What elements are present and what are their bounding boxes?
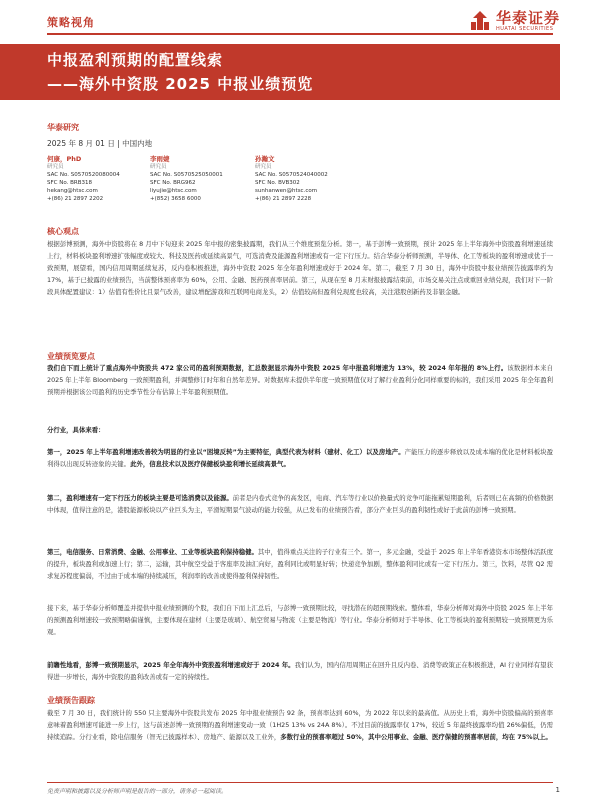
title-banner (0, 44, 560, 100)
author-sac: SAC No. S0570520080004 (47, 172, 120, 178)
third-paragraph (47, 546, 553, 582)
logo-chinese: 华泰证券 (495, 9, 560, 27)
second-rest: 前者是内卷式竞争的高发区，电商、汽车等行业以价换量式的竞争可能拖累短期盈利，后者则已在高频的价格数据中体现，值得注意的是，港股能源板块以产业巨头为主，平滑短期景气波动的能力较强，从已发布的业绩预告看，部分产业巨头的盈利韧性或好于此前的彭博一致预期。 (47, 494, 554, 514)
preview-bold: 我们自下而上统计了重点海外中资股共 472 家公司的盈利预期数据，汇总数据显示海外中资股 2025 年中报盈利增速为 13%，较 2024 年年报的 8%上行。 (47, 364, 508, 372)
next-paragraph: 接下来，基于华泰分析师覆盖并提供中报业绩预测的个股，我们自下而上汇总后，与彭博一致预期比较，寻找潜在的超预期线索。整体看，华泰分析师对海外中资股 2025 年上半年的预测盈利增速较一致预期略偏谨慎，主要体现在建材（主要是玻璃）、航空贸易与物流（主要是物流）等行业。华泰分析师对于半导体、化工等板块的盈利预期较一致预期更为乐观。 (47, 604, 554, 636)
header-bar (0, 0, 600, 44)
author-name: 李雨婕 (150, 155, 170, 163)
report-title: 中报盈利预期的配置线索 (47, 51, 224, 69)
author-email[interactable]: sunhanwen@htsc.com (255, 188, 318, 194)
author-email[interactable]: hekang@htsc.com (47, 188, 98, 194)
first-paragraph (47, 446, 553, 470)
report-subtitle: ——海外中资股 2025 中报业绩预览 (47, 75, 314, 93)
author-sfc: SFC No. BRB318 (47, 180, 92, 186)
preview-rest: 该数据样本来自 2025 年上半年 Bloomberg 一致预期盈利，并调整修订时年和自然年差异。对数据库未提供半年度一致预期值仅对了解行业盈利分化同样重要的标的，我们采用 2025 年全年盈利预期并根据该公司盈利的历史季节性分布估算上半年盈利预期值。 (47, 364, 554, 396)
author-email[interactable]: liyujie@htsc.com (150, 188, 197, 194)
author-name: 孙瀚文 (255, 155, 275, 163)
first-rest: 产能压力的逐步释放以及成本端的优化是材料板块盈利得以出现反转迹象的关键。 (47, 448, 553, 468)
author-sac: SAC No. S0570524040002 (255, 172, 328, 178)
footer-divider (47, 782, 553, 783)
tracking-bold: 多数行业的预喜率超过 50%，其中公用事业、金融、医疗保健的预喜率居前，均在 75%以上。 (280, 733, 552, 741)
author-phone: +(852) 3658 6000 (150, 196, 201, 202)
author-card (150, 155, 223, 203)
author-block (47, 155, 557, 205)
header-divider (47, 33, 553, 35)
dateline: 2025 年 8 月 01 日 | 中国内地 (47, 139, 153, 148)
forward-rest: 我们认为，国内信用周期正在回升且反内卷、消费等政策正在积极推进，AI 行业同样有望获得进一步增长，海外中资股的盈利改善或有一定的持续性。 (47, 661, 553, 681)
author-name: 何康，PhD (47, 155, 82, 163)
split-bold: 分行业，具体来看： (47, 426, 105, 434)
tracking-paragraph (47, 707, 553, 743)
third-bold: 第三，电信服务、日常消费、金融、公用事业、工业等板块盈利保持稳健。 (47, 548, 258, 556)
page-number: 1 (555, 786, 560, 794)
report-date: 2025 年 8 月 01 日 (47, 139, 115, 148)
author-role: 研究员 (47, 164, 64, 170)
research-label: 华泰研究 (47, 123, 79, 132)
author-phone: +(86) 21 2897 2202 (47, 196, 104, 202)
author-role: 研究员 (150, 164, 167, 170)
preview-paragraph (47, 362, 553, 398)
forward-bold: 前瞻性地看，彭博一致预期显示，2025 年全年海外中资股盈利增速或好于 2024 年。 (47, 661, 295, 669)
second-bold: 第二，盈利增速有一定下行压力的板块主要是可选消费以及能源。 (47, 494, 233, 502)
author-role: 研究员 (255, 164, 272, 170)
first-bold: 第一，2025 年上半年盈利增速改善较为明显的行业以“困境反转”为主要特征，典型代表为材料（建材、化工）以及房地产。 (47, 448, 405, 456)
split-intro (47, 424, 553, 436)
logo-icon (469, 10, 491, 32)
section-heading-core: 核心观点 (47, 227, 79, 236)
tracking-text: 截至 7 月 30 日，我们统计的 550 只主要海外中资股共发布 2025 年中报业绩预告 92 条，预喜率达到 60%，为 2022 年以来的最高值。从历史上看，海外中资股偏高的预喜率意味着盈利增速可能进一步上行，这与前述彭博一致预期的盈利增速变动一致（1H25 13% vs 24A 8%）。不过目前的披露率仅 17%，较近 5 年最终披露率均值 26%偏低，仍需持续追踪。分行业看，除电信服务（智无已披露样本）、房地产、能源以及工业外， (47, 709, 553, 741)
section-heading-tracking: 业绩预告跟踪 (47, 696, 95, 705)
author-sfc: SFC No. BVB302 (255, 180, 300, 186)
first-bold2: 此外，信息技术以及医疗保健板块盈利增长延续高景气。 (130, 460, 290, 468)
company-logo (469, 10, 560, 32)
section-heading-preview: 业绩预览要点 (47, 352, 95, 361)
footer-disclaimer: 免责声明和披露以及分析师声明是报告的一部分，请务必一起阅读。 (47, 788, 228, 795)
forward-paragraph (47, 659, 553, 683)
author-card (47, 155, 120, 203)
report-region: 中国内地 (122, 139, 153, 148)
author-sac: SAC No. S0570525050001 (150, 172, 223, 178)
logo-english: HUATAI SECURITIES (495, 26, 554, 32)
author-card (255, 155, 328, 203)
second-paragraph (47, 492, 553, 516)
column-tag: 策略视角 (47, 16, 95, 29)
third-rest: 其中，值得重点关注的子行业有三个。第一，多元金融，受益于 2025 年上半年香港资本市场整体活跃度的提升，板块盈利或加速上行；第二，运输，其中航空受益于客座率及油汇向好，盈利同比或明显好转；快递竞争加剧，整体盈利同比或有一定下行压力。第三，饮料，尽管 Q2 需求复苏程度偏弱，不过由于成本端的持续减压，利润率的改善或使得盈利保持韧性。 (47, 548, 554, 580)
author-sfc: SFC No. BRG962 (150, 180, 196, 186)
author-phone: +(86) 21 2897 2228 (255, 196, 312, 202)
core-paragraph: 根据彭博预测，海外中资股将在 8 月中下旬迎来 2025 年中报的密集披露期，我们从三个维度预览分析。第一，基于彭博一致预期，预计 2025 年上半年海外中资股盈利增速延续上行，材料板块盈利增速扩张幅度或较大、科技及医药或延续高景气，可选消费及能源盈利增速或有一定下行压力。结合华泰分析师预测，半导体、化工等板块的盈利增速或优于一致预期，展望看，国内信用周期延续复苏，反内卷积极推进，海外中资股 2025 年全年盈利增速或好于 2024 年。第二，截至 7 月 30 日，海外中资股中报业绩预告披露率约为 17%，基于已披露的业绩预告，当前整体预喜率为 60%，公用、金融、医药预喜率居前。第三，从现在至 8 月末财报披露结束前，市场交易关注点或重回业绩兑现，我们对下一阶段具体配置建议：1）估值有性价比且景气改善，建议增配游戏和互联网电商龙头，2）估值较高但盈利兑现度也较高，关注港股创新药及非银金融。 (47, 240, 553, 296)
